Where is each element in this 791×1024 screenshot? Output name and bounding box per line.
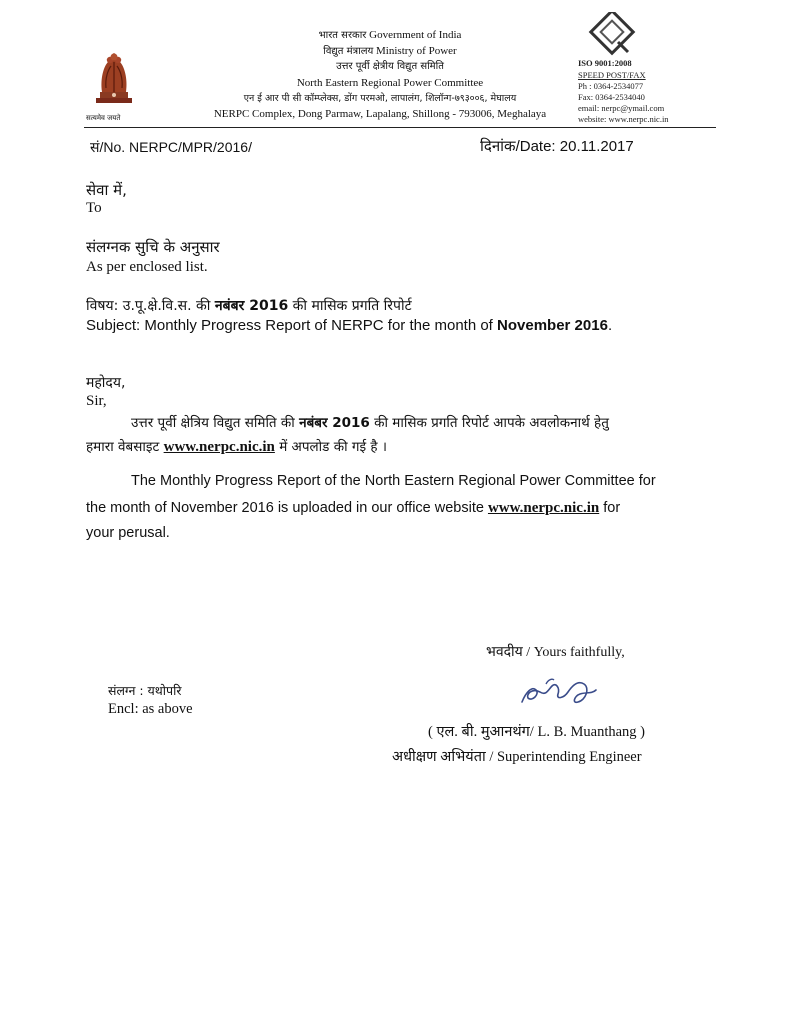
signatory-name: ( एल. बी. मुआनथंग/ L. B. Muanthang ) bbox=[428, 724, 645, 740]
enclosure-hindi: संलग्न : यथोपरि bbox=[108, 683, 182, 698]
header-line-2 bbox=[240, 44, 540, 59]
signatory-designation: अधीक्षण अभियंता / Superintending Engineer bbox=[392, 749, 642, 765]
iso-label: ISO 9001:2008 bbox=[578, 58, 632, 68]
body-english-line-2 bbox=[86, 500, 620, 517]
handwritten-signature bbox=[518, 672, 600, 714]
iso-certification-icon bbox=[588, 12, 636, 56]
header-line-1-hindi: भारत सरकार bbox=[318, 30, 367, 41]
emblem-motto: सत्यमेव जयते bbox=[86, 114, 121, 122]
subject-hindi bbox=[86, 296, 412, 315]
body-english-line-3: your perusal. bbox=[86, 525, 170, 541]
header-line-2-hindi: विद्युत मंत्रालय bbox=[323, 46, 374, 57]
body-english-line-2-suffix: for bbox=[603, 500, 621, 516]
header-line-2-english: Ministry of Power bbox=[376, 45, 457, 57]
website-link-hindi[interactable]: www.nerpc.nic.in bbox=[163, 439, 275, 455]
salutation-english: Sir, bbox=[86, 393, 107, 409]
closing: भवदीय / Yours faithfully, bbox=[486, 645, 625, 660]
reference-number: सं/No. NERPC/MPR/2016/ bbox=[90, 139, 252, 155]
body-hindi-line-1-prefix: उत्तर पूर्वी क्षेत्रिय विद्युत समिति की bbox=[131, 415, 295, 431]
website-link-english[interactable]: www.nerpc.nic.in bbox=[487, 500, 600, 516]
body-hindi-line-2-prefix: हमारा वेबसाइट bbox=[86, 439, 160, 455]
header-line-4: North Eastern Regional Power Committee bbox=[296, 77, 484, 89]
subject-hindi-month: नबंबर 2016 bbox=[214, 298, 289, 314]
subject-hindi-suffix: की मासिक प्रगति रिपोर्ट bbox=[292, 298, 412, 314]
to-hindi: सेवा में, bbox=[86, 181, 127, 199]
subject-english-month: November 2016 bbox=[497, 317, 608, 334]
body-hindi-line-1-suffix: की मासिक प्रगति रिपोर्ट आपके अवलोकनार्थ हेतु bbox=[374, 415, 609, 431]
body-english-line-1: The Monthly Progress Report of the North Eastern Regional Power Committee for bbox=[131, 473, 656, 489]
fax-number: Fax: 0364-2534040 bbox=[578, 92, 645, 102]
header-line-5: एन ई आर पी सी कॉम्प्लेक्स, डोंग परमओ, लापालंग, शिलॉन्ग-७९३००६, मेघालय bbox=[243, 93, 517, 104]
body-hindi-line-2 bbox=[86, 437, 387, 456]
subject-english bbox=[86, 317, 612, 334]
to-english: To bbox=[86, 200, 102, 216]
subject-english-suffix: . bbox=[607, 317, 613, 334]
enclosure-english: Encl: as above bbox=[108, 701, 193, 717]
header-line-6: NERPC Complex, Dong Parmaw, Lapalang, Shillong - 793006, Meghalaya bbox=[213, 108, 547, 120]
subject-english-prefix: Subject: Monthly Progress Report of NERPC for the month of bbox=[86, 317, 493, 334]
body-hindi-line-2-suffix: में अपलोड की गई है । bbox=[279, 439, 387, 455]
letter-date: दिनांक/Date: 20.11.2017 bbox=[480, 138, 634, 155]
addressee-hindi: संलग्नक सुचि के अनुसार bbox=[86, 238, 220, 256]
website-address: website: www.nerpc.nic.in bbox=[578, 114, 669, 124]
header-line-1 bbox=[240, 28, 540, 43]
salutation-hindi: महोदय, bbox=[86, 375, 126, 391]
addressee-english: As per enclosed list. bbox=[86, 259, 208, 275]
header-line-3: उत्तर पूर्वी क्षेत्रीय विद्युत समिति bbox=[336, 61, 444, 72]
header-divider bbox=[84, 127, 716, 128]
body-english-line-2-prefix: the month of November 2016 is uploaded in our office website bbox=[86, 500, 484, 516]
speed-post-label: SPEED POST/FAX bbox=[578, 70, 646, 80]
subject-hindi-prefix: विषय: उ.पू.क्षे.वि.स. की bbox=[86, 298, 211, 314]
email-address: email: nerpc@ymail.com bbox=[578, 103, 665, 113]
header-line-1-english: Government of India bbox=[369, 29, 462, 41]
national-emblem-icon bbox=[90, 48, 138, 114]
phone-number: Ph : 0364-2534077 bbox=[578, 81, 644, 91]
body-hindi-month: नबंबर 2016 bbox=[299, 415, 370, 431]
body-hindi-line-1 bbox=[131, 413, 609, 431]
